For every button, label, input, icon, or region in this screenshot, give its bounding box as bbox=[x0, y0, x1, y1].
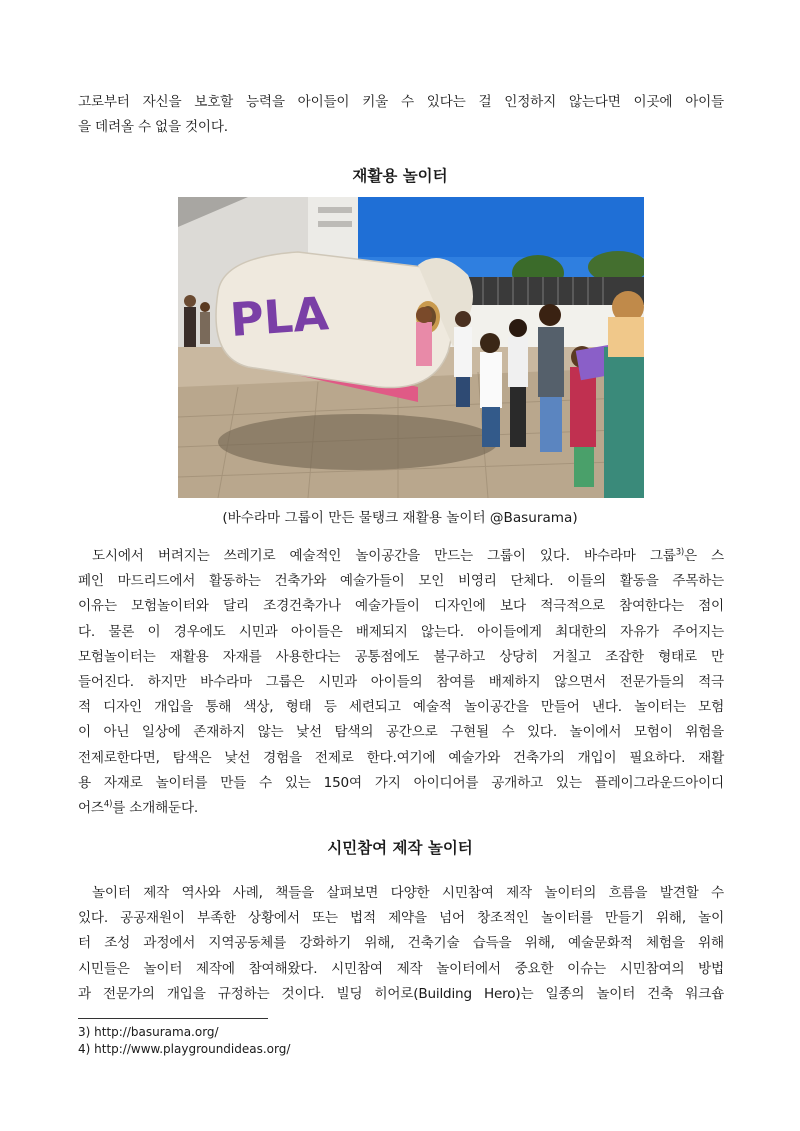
text-line: 시민들은 놀이터 제작에 참여해왔다. 시민참여 제작 놀이터에서 중요한 이슈는 시민참여의 방법 bbox=[78, 960, 724, 977]
text-line: 을 데려올 수 없을 것이다. bbox=[78, 119, 228, 136]
text-line: 이 아닌 일상에 존재하지 않는 낯선 탐색의 공간으로 구현될 수 있다. 놀이에서 모험이 위험을 bbox=[78, 724, 724, 741]
footnote-ref-4[interactable]: 4) bbox=[103, 799, 113, 810]
footnote-3[interactable]: 3) http://basurama.org/ bbox=[78, 1025, 219, 1039]
text-line: 다. 물론 이 경우에도 시민과 아이들은 배제되지 않는다. 아이들에게 최대한의 자유가 주어지는 bbox=[78, 623, 724, 640]
section-heading-recycled-playground: 재활용 놀이터 bbox=[352, 167, 448, 185]
text-line bbox=[78, 544, 724, 569]
text-line-start: 어즈 bbox=[78, 800, 104, 817]
text-line bbox=[78, 796, 724, 821]
text-line: 이유는 모험놀이터와 달리 조경건축가나 예술가들이 디자인에 보다 적극적으로 참여한다는 점이 bbox=[78, 598, 724, 615]
text-line: 들어진다. 하지만 바수라마 그룹은 시민과 아이들의 참여를 배제하지 않으면서 전문가들의 적극 bbox=[78, 674, 724, 691]
text-line: 전제로한다면, 탐색은 낯선 경험을 전제로 한다.여기에 예술가와 건축가의 개입이 필요하다. 재활 bbox=[78, 749, 724, 766]
text-line: 페인 마드리드에서 활동하는 건축가와 예술가들이 모인 비영리 단체다. 이들의 활동을 주목하는 bbox=[78, 573, 724, 590]
section1-paragraph bbox=[78, 544, 724, 821]
section2-paragraph bbox=[78, 881, 724, 1007]
text-line: 있다. 공공재원이 부족한 상황에서 또는 법적 제약을 넘어 창조적인 놀이터를 만들기 위해, 놀이 bbox=[78, 910, 724, 927]
text-line-end: 를 소개해둔다. bbox=[112, 800, 199, 817]
section-heading-citizen-playground: 시민참여 제작 놀이터 bbox=[327, 839, 473, 857]
water-tank-playground-photo bbox=[178, 197, 644, 498]
text-line: 고로부터 자신을 보호할 능력을 아이들이 키울 수 있다는 걸 인정하지 않는다면 이곳에 아이들 bbox=[78, 94, 724, 110]
text-line-start: 도시에서 버려지는 쓰레기로 예술적인 놀이공간을 만드는 그룹이 있다. 바수라마 그룹 bbox=[92, 548, 676, 564]
text-line: 과 전문가의 개입을 규정하는 것이다. 빌딩 히어로(Building Hero)는 일종의 놀이터 건축 워크숍 bbox=[78, 985, 724, 1002]
svg-text:PLA: PLA bbox=[228, 286, 331, 347]
footnote-ref-3[interactable]: 3) bbox=[675, 547, 685, 558]
text-line-end: 은 스 bbox=[684, 548, 724, 564]
footnote-divider bbox=[78, 1018, 268, 1019]
text-line: 놀이터 제작 역사와 사례, 책들을 살펴보면 다양한 시민참여 제작 놀이터의 흐름을 발견할 수 bbox=[92, 885, 724, 901]
text-line: 용 자재로 놀이터를 만들 수 있는 150여 가지 아이디어를 공개하고 있는 플레이그라운드아이디 bbox=[78, 774, 724, 791]
text-line: 적 디자인 개입을 통해 색상, 형태 등 세련되고 예술적 놀이공간을 만들어 낸다. 놀이터는 모험 bbox=[78, 699, 724, 716]
text-line: 모험놀이터는 재활용 자재를 사용한다는 공통점에도 불구하고 상당히 거칠고 조잡한 형태로 만 bbox=[78, 648, 724, 665]
text-line: 터 조성 과정에서 지역공동체를 강화하기 위해, 건축기술 습득을 위해, 예술문화적 체험을 위해 bbox=[78, 935, 724, 952]
footnote-4[interactable]: 4) http://www.playgroundideas.org/ bbox=[78, 1042, 291, 1056]
intro-paragraph bbox=[78, 90, 724, 140]
photo-caption: (바수라마 그룹이 만든 물탱크 재활용 놀이터 @Basurama) bbox=[222, 510, 578, 526]
footnotes bbox=[78, 1024, 290, 1058]
